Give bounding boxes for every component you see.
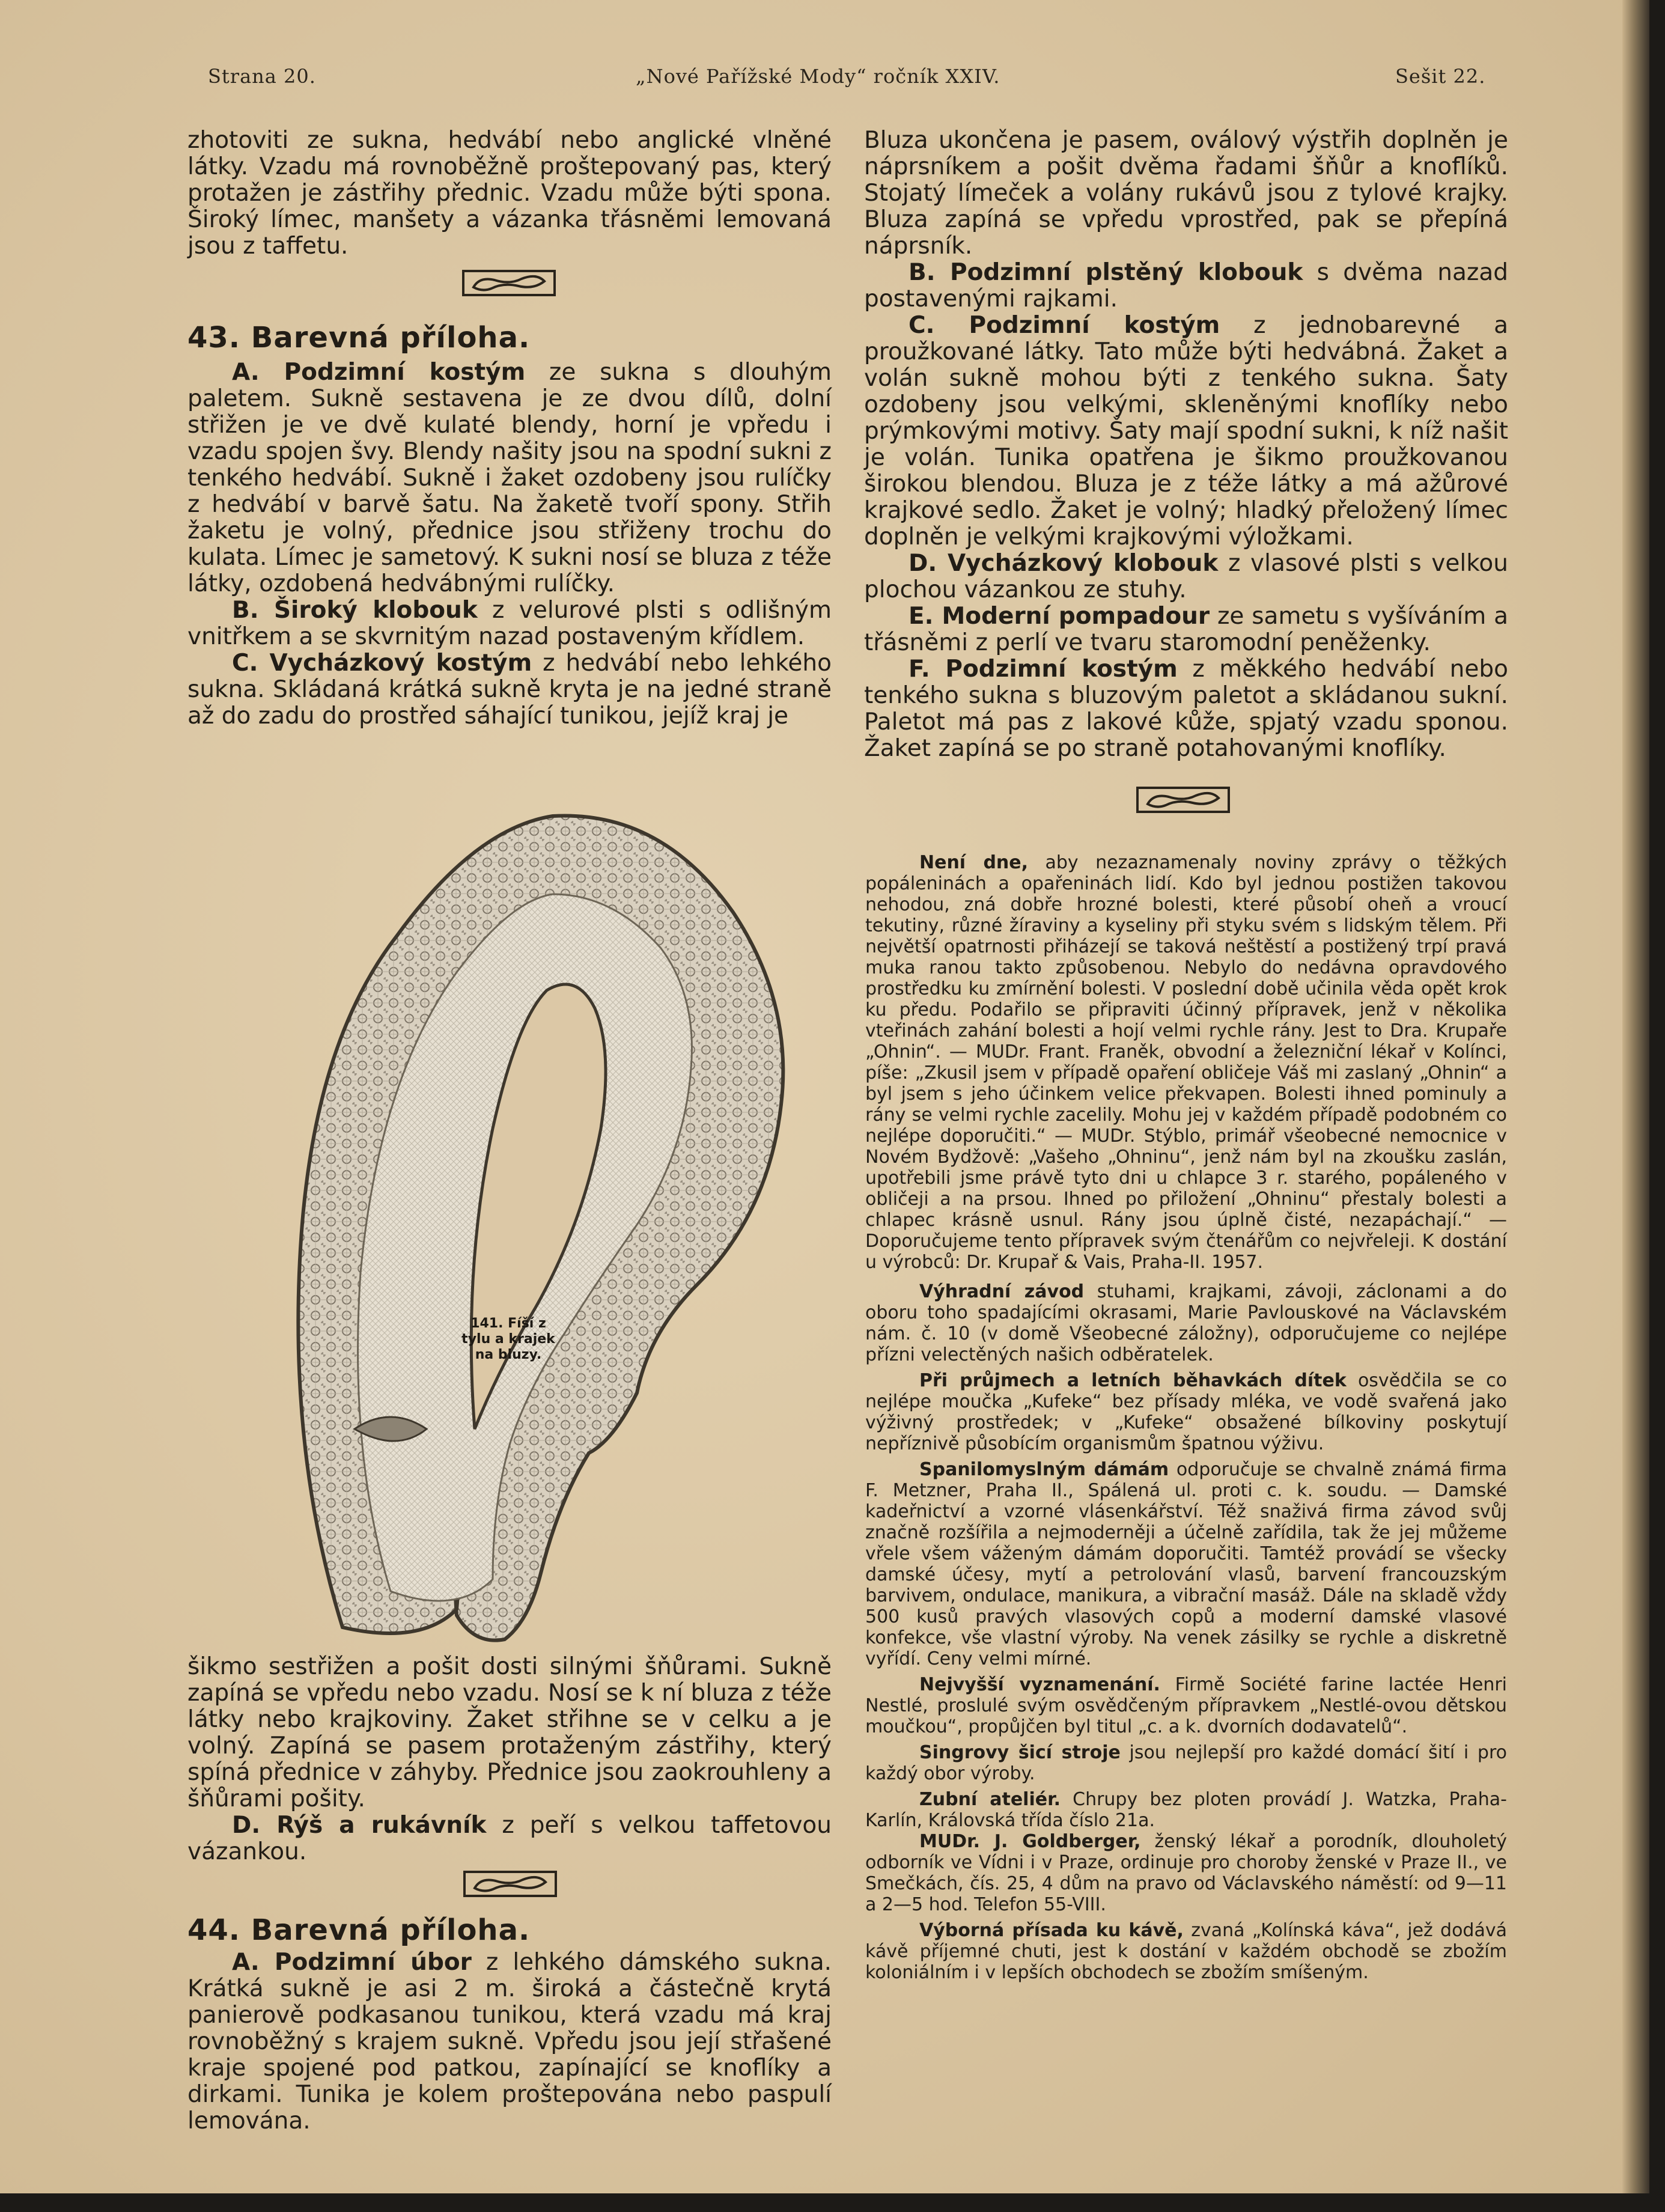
page-number: Strana 20. bbox=[208, 65, 316, 88]
ad-pavlouskova bbox=[865, 1281, 1507, 1365]
item-text: z jednobarevné a proužkované látky. Tato může býti hedvábná. Žaket a volán sukně mohou býti z tenkého sukna. Šaty ozdobeny jsou velkými, skleněnými knoflíky nebo prýmkovými motivy. Šaty mají spodní sukni, k níž našit je volán. Tunika opatřena je šikmo proužkovanou širokou blendou. Bluza je z téže látky a má ažůrové krajkové sedlo. Žaket je volný; hladký přeložený límec doplněn je velkými krajkovými výložkami. bbox=[864, 312, 1509, 550]
item-text: z velurové plsti s odlišným vnitřkem a se skvrnitým nazad postaveným křídlem. bbox=[187, 597, 832, 650]
item-right-f bbox=[864, 656, 1508, 762]
ad-lead: MUDr. J. Goldberger, bbox=[919, 1831, 1141, 1852]
lace-collar-illustration bbox=[276, 792, 805, 1645]
ad-singer bbox=[865, 1742, 1507, 1784]
left-column-top bbox=[187, 127, 832, 260]
ad-lead: Nejvyšší vyznamenání. bbox=[919, 1674, 1160, 1695]
item-43b bbox=[187, 597, 832, 650]
ad-nestle bbox=[865, 1674, 1507, 1737]
item-43a bbox=[187, 359, 832, 597]
page-edge-shadow bbox=[1622, 0, 1649, 2193]
ad-kufeke bbox=[865, 1370, 1507, 1454]
item-right-d bbox=[864, 550, 1508, 603]
item-lead: B. Široký klobouk bbox=[232, 597, 478, 624]
ad-lead: Výhradní závod bbox=[919, 1281, 1085, 1302]
item-text: z lehkého dámského sukna. Krátká sukně je asi 2 m. široká a částečně krytá panierově podkasanou tunikou, která vzadu má kraj rovnoběžný s krajem sukně. Vpředu jsou její střašené kraje spojené pod patkou, zapínající se knoflíky a dirkami. Tunika je kolem proštepována nebo paspulí lemována. bbox=[187, 1949, 832, 2134]
ad-lead: Není dne, bbox=[919, 852, 1029, 873]
ad-text: jsou nejlepší pro každé domácí šití i pro každý obor výroby. bbox=[865, 1742, 1507, 1784]
item-43c bbox=[187, 650, 832, 730]
item-right-b bbox=[864, 260, 1508, 312]
item-lead: A. Podzimní úbor bbox=[232, 1949, 472, 1976]
ad-kolinska-kava bbox=[865, 1920, 1507, 1983]
item-text: z měkkého hedvábí nebo tenkého sukna s bluzovým paletot a skládanou sukní. Paletot má pas z lakové kůže, spjatý vzadu sponou. Žaket zapíná se po straně potahovanými knoflíky. bbox=[864, 656, 1508, 762]
item-lead: D. Rýš a rukávník bbox=[232, 1812, 487, 1839]
item-lead: E. Moderní pompadour bbox=[909, 603, 1210, 630]
ad-text: ženský lékař a porodník, dlouholetý odborník ve Vídni i v Praze, ordinuje pro choroby ženské v Praze II., ve Smečkách, čís. 25, 4 dům na pravo od Václavského náměstí: od 9—11 a 2—5 hod. Telefon 55-VIII. bbox=[865, 1831, 1507, 1915]
item-text: z peří s velkou taffetovou vázankou. bbox=[187, 1812, 832, 1865]
ad-text: zvaná „Kolínská káva“, jež dodává kávě příjemné chuti, jest k dostání v každém obchodě se zbožím koloniálním i v lepších obchodech se zbožím smíšeným. bbox=[865, 1920, 1507, 1983]
ornament-divider bbox=[463, 1870, 558, 1898]
item-lead: C. Vycházkový kostým bbox=[232, 650, 532, 677]
heading-44: 44. Barevná příloha. bbox=[187, 1913, 531, 1947]
item-right-e bbox=[864, 603, 1508, 656]
ad-text: aby nezaznamenaly noviny zprávy o těžkých popáleninách a opařeninách lidí. Kdo byl jednou postižen takovou nehodou, zná dobře hrozné bolesti, které působí oheň a vroucí tekutiny, různé žíraviny a kyseliny při styku svém s lidským tělem. Při největší opatrnosti přiházejí se taková neštěstí a postižený trpí pravá muka ranou takto způsobenou. Nebylo do nedávna opravdového prostředku ku zmírnění bolesti. V poslední době učinila věda opět krok ku předu. Podařilo se připraviti účinný přípravek, jenž v několika vteřinách zahání bolesti a hojí velmi rychle rány. Jest to Dra. Krupaře „Ohnin“. — MUDr. Frant. Franěk, obvodní a železniční lékař v Kolínci, píše: „Zkusil jsem v případě opaření obličeje Váš mi zaslaný „Ohnin“ a byl jsem s jeho účinkem velice překvapen. Bolesti ihned pominuly a rány se velmi rychle zacelily. Mohu jej v každém případě podobném co nejlépe doporučiti.“ — MUDr. Stýblo, primář všeobecné nemocnice v Novém Bydžově: „Vašeho „Ohninu“, jenž nám byl na zkoušku zaslán, upotřebili jsme právě tyto dni u chlapce 3 r. starého, popáleného v obličeji a na prsou. Ihned po přiložení „Ohninu“ přestaly bolesti a chlapec krásně usnul. Rány jsou úplně čisté, nezapáchají.“ — Doporučujeme tento přípravek svým čtenářům co nejvřeleji. K dostání u výrobců: Dr. Krupař & Vais, Praha-II. 1957. bbox=[865, 852, 1508, 1273]
ad-text: stuhami, krajkami, závoji, záclonami a do oboru toho spadajícími okrasami, Marie Pavlouskové na Václavském nám. č. 10 (v domě Všeobecné záložny), odporučujeme co nejlépe přízni velectěných našich odběratelek. bbox=[865, 1281, 1507, 1365]
item-lead: F. Podzimní kostým bbox=[909, 656, 1178, 683]
journal-title: „Nové Pařížské Mody“ ročník XXIV. bbox=[636, 65, 1000, 88]
item-43c-continued: šikmo sestřižen a pošit dosti silnými šňůrami. Sukně zapíná se vpředu nebo vzadu. Nosí se k ní bluza z téže látky nebo krajkoviny. Žaket střihne se v celku a je volný. Zapíná se pasem protaženým zástřihy, který spíná přednice v záhyby. Přednice jsou zaokrouhleny a šňůrami pošity. bbox=[187, 1653, 832, 1812]
ad-lead: Singrovy šicí stroje bbox=[919, 1742, 1121, 1763]
item-text: z vlasové plsti s velkou plochou vázankou ze stuhy. bbox=[864, 550, 1508, 603]
item-text: ze sukna s dlouhým paletem. Sukně sestavena je ze dvou dílů, dolní střižen je ve dvě kulaté blendy, horní je vpředu i vzadu spojen švy. Blendy našity jsou na spodní sukni z tenkého hedvábí. Sukně i žaket ozdobeny jsou rulíčky z hedvábí v barvě šatu. Na žaketě tvoří spony. Střih žaketu je volný, přednice jsou střiženy trochu do kulata. Límec je sametový. K sukni nosí se bluza z téže látky, ozdobená hedvábnými rulíčky. bbox=[187, 359, 832, 597]
ad-text: osvědčila se co nejlépe moučka „Kufeke“ bez přísady mléka, ve vodě svařená jako výživný prostředek; v „Kufeke“ obsažené bílkoviny poskytují nepříznivě působícím organismům špatnou výživu. bbox=[865, 1370, 1507, 1454]
item-text: z hedvábí nebo lehkého sukna. Skládaná krátká sukně kryta je na jedné straně až do zadu do prostřed sáhající tunikou, jejíž kraj je bbox=[187, 650, 832, 730]
item-right-c bbox=[864, 312, 1508, 550]
item-lead: D. Vycházkový klobouk bbox=[909, 550, 1219, 577]
ad-watzka bbox=[865, 1789, 1507, 1831]
figure-caption: 141. Fíší z tylu a krajek na bluzy. bbox=[461, 1316, 555, 1362]
item-43d bbox=[187, 1812, 832, 1865]
left-column-44 bbox=[187, 1913, 832, 2134]
heading-43: 43. Barevná příloha. bbox=[187, 321, 531, 355]
ad-text: Chrupy bez ploten provádí J. Watzka, Praha-Karlín, Královská třída číslo 21a. bbox=[865, 1789, 1507, 1831]
ad-lead: Výborná přísada ku kávě, bbox=[919, 1920, 1184, 1941]
item-text: ze sametu s vyšíváním a třásněmi z perlí ve tvaru staromodní peněženky. bbox=[864, 603, 1508, 656]
ad-text: Firmě Société farine lactée Henri Nestlé, proslulé svým osvědčeným přípravkem „Nestlé-ovou dětskou moučkou“, propůjčen byl titul „c. a k. dvorních dodavatelů“. bbox=[865, 1674, 1507, 1737]
right-column bbox=[864, 127, 1508, 762]
intro-paragraph: zhotoviti ze sukna, hedvábí nebo anglické vlněné látky. Vzadu má rovnoběžně proštepovaný pas, který protažen je zástřihy přednic. Vzadu může býti spona. Široký límec, manšety a vázanka třásněmi lemovaná jsou z taffetu. bbox=[187, 127, 832, 260]
item-lead: B. Podzimní plstěný klobouk bbox=[909, 259, 1303, 286]
item-44a bbox=[187, 1949, 832, 2134]
item-lead: C. Podzimní kostým bbox=[909, 312, 1220, 339]
ad-lead: Zubní ateliér. bbox=[919, 1789, 1061, 1810]
left-column-43 bbox=[187, 321, 832, 730]
ad-lead: Spanilomyslným dámám bbox=[919, 1459, 1169, 1480]
ornament-divider bbox=[461, 269, 556, 297]
ad-ohnin bbox=[865, 852, 1507, 1273]
ad-metzner bbox=[865, 1459, 1507, 1669]
right-intro: Bluza ukončena je pasem, oválový výstřih doplněn je náprsníkem a pošit dvěma řadami šňůr a knoflíků. Stojatý límeček a volány rukávů jsou z tylové krajky. Bluza zapíná se vpředu vprostřed, pak se přepíná náprsník. bbox=[864, 127, 1508, 260]
advertisements bbox=[865, 852, 1507, 1983]
ad-lead: Při průjmech a letních běhavkách dítek bbox=[919, 1370, 1347, 1391]
ornament-divider bbox=[1136, 786, 1231, 814]
item-lead: A. Podzimní kostým bbox=[232, 359, 526, 386]
ad-goldberger bbox=[865, 1831, 1507, 1915]
issue-number: Sešit 22. bbox=[1395, 65, 1486, 88]
ad-text: odporučuje se chvalně známá firma F. Metzner, Praha II., Spálená ul. proti c. k. soudu. — Damské kadeřnictví a vzorné vlásenkářství. Též snaživá firma závod svůj značně rozšířila a nejmoderněji a účelně zařídila, tak že jej můžeme vřele všem váženým dámám doporučiti. Tamtéž provádí se všecky damské účesy, mytí a petrolování vlasů, barvení francouzským barvivem, ondulace, manikura, a vibrační masáž. Dále na skladě vždy 500 kusů pravých vlasových copů a moderní damské vlasové konfekce, vše vlastní výroby. Na venek zásilky se rychle a diskretně vyřídí. Ceny velmi mírné. bbox=[865, 1459, 1507, 1669]
left-column-bottom bbox=[187, 1654, 832, 1865]
item-text: s dvěma nazad postavenými rajkami. bbox=[864, 259, 1508, 312]
